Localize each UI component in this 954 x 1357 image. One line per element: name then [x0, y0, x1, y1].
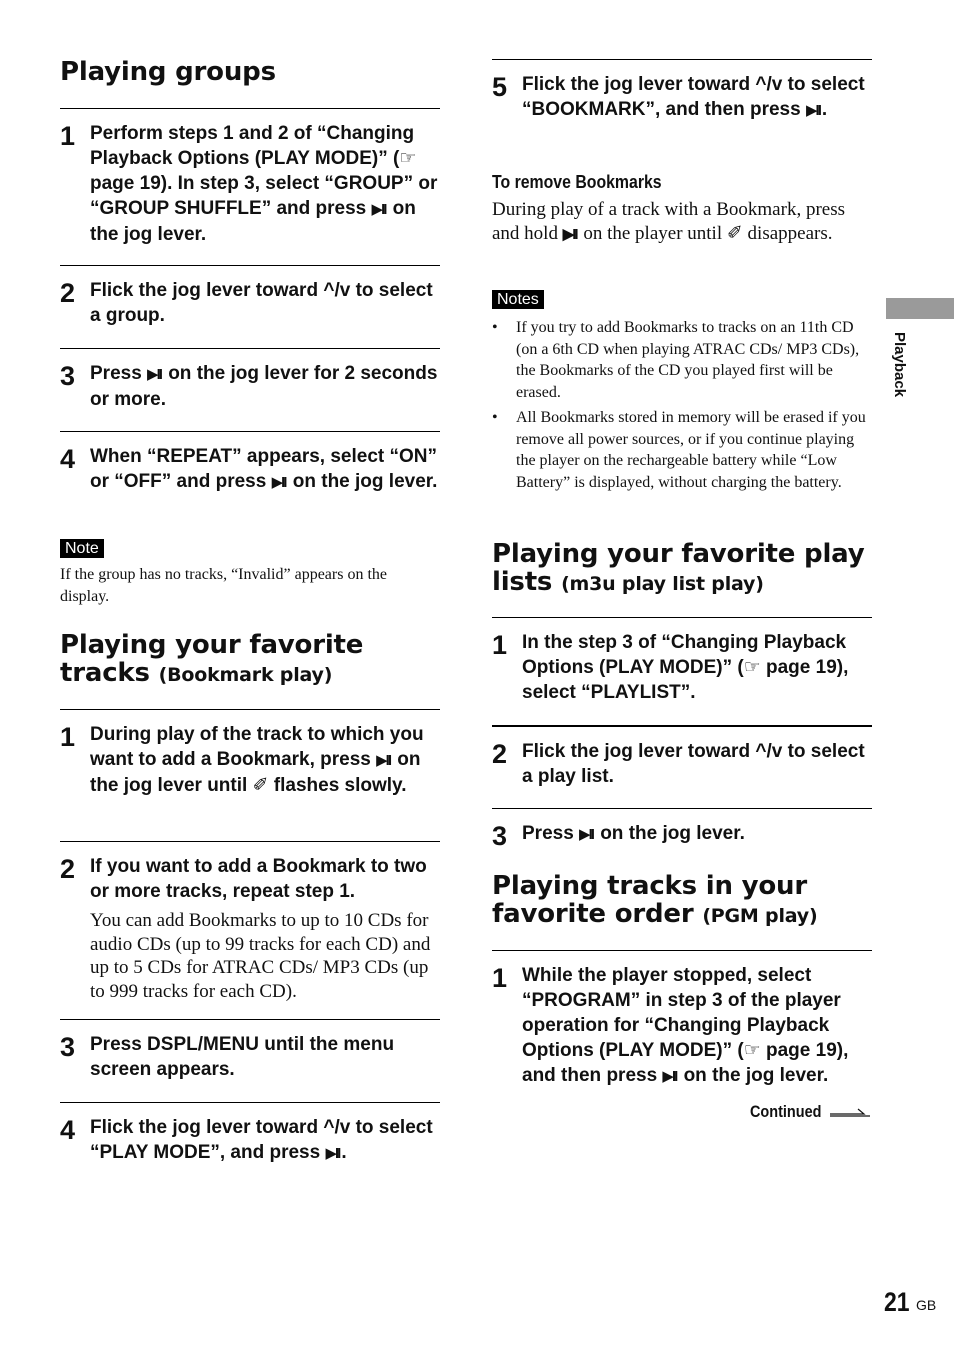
pgm-step-1 [492, 950, 872, 1089]
groups-note [60, 539, 440, 607]
section-subtitle: (PGM play) [702, 905, 818, 927]
up-down-icon: ^/v [323, 280, 351, 301]
continued-arrow-icon [830, 1107, 872, 1119]
step-text: Press DSPL/MENU until the menu screen appears. [90, 1034, 395, 1080]
play-pause-icon: ▶II [579, 826, 593, 843]
play-pause-icon: ▶II [147, 366, 161, 383]
bookmark-step-5 [492, 59, 872, 123]
play-pause-icon: ▶II [271, 474, 286, 491]
note-text: If the group has no tracks, “Invalid” appears on the display. [60, 566, 387, 605]
step-number: 1 [492, 963, 508, 993]
step-number: 4 [60, 1115, 76, 1145]
playlist-step-3 [492, 808, 872, 851]
up-down-icon: ^/v [755, 74, 783, 95]
page-ref-icon: ☞ [743, 657, 761, 678]
page-ref-icon: ☞ [743, 1040, 761, 1061]
step-number: 1 [60, 722, 76, 752]
remove-bookmarks-text: During play of a track with a Bookmark, press and hold ▶II on the player until ✐ disappears. [492, 199, 845, 244]
remove-bookmarks-heading: To remove Bookmarks [492, 172, 662, 192]
playlist-step-1 [492, 617, 872, 705]
step-text: Flick the jog lever toward ^/v to select “PLAY MODE”, and press ▶II . [90, 1117, 433, 1163]
section-title-playlist: Playing your favorite play lists (m3u play list play) [492, 539, 865, 597]
section-title-pgm: Playing tracks in your favorite order (PGM play) [492, 871, 818, 929]
step-text: Perform steps 1 and 2 of “Changing Playback Options (PLAY MODE)” (☞ page 19). In step 3, select “GROUP” or “GROUP SHUFFLE” and press ▶II on the jog lever. [90, 123, 438, 245]
play-pause-icon: ▶II [376, 752, 391, 769]
play-pause-icon: ▶II [805, 102, 820, 119]
step-text: In the step 3 of “Changing Playback Options (PLAY MODE)” (☞ page 19), select “PLAYLIST”. [522, 632, 849, 703]
note-label: Note [60, 539, 104, 558]
remove-bookmarks [492, 172, 872, 246]
step-number: 2 [492, 739, 508, 769]
groups-step-2 [60, 265, 440, 328]
bookmark-icon: ✐ [726, 222, 743, 244]
play-pause-icon: ▶II [371, 201, 386, 218]
step-number: 2 [60, 854, 76, 884]
step-number: 2 [60, 278, 76, 308]
step-number: 3 [492, 821, 508, 851]
note-item: • If you try to add Bookmarks to tracks on an 11th CD (on a 6th CD when playing ATRAC CDs/ MP3 CDs), the Bookmarks of the CD you played first will be erased. [492, 317, 872, 403]
play-pause-icon: ▶II [562, 225, 577, 243]
section-title-playing-groups: Playing groups [60, 57, 276, 87]
step-number: 1 [60, 121, 76, 151]
up-down-icon: ^/v [755, 741, 783, 762]
section-tab-marker [886, 298, 954, 319]
step-text: Press ▶II on the jog lever. [522, 823, 745, 844]
continued-label: Continued [750, 1102, 822, 1121]
step-number: 5 [492, 72, 508, 102]
step-text: If you want to add a Bookmark to two or more tracks, repeat step 1. [90, 856, 427, 902]
bookmark-icon: ✐ [252, 775, 269, 796]
bookmark-notes [492, 290, 872, 493]
section-subtitle: (m3u play list play) [561, 573, 764, 595]
up-down-icon: ^/v [323, 1117, 351, 1138]
note-item: • All Bookmarks stored in memory will be erased if you remove all power sources, or if you continue playing the player on the rechargeable battery while “Low Battery” is displayed, without charging the battery. [492, 407, 872, 493]
page-language-code: GB [916, 1297, 937, 1313]
play-pause-icon: ▶II [662, 1068, 677, 1085]
side-tab-label: Playback [891, 332, 908, 398]
step-number: 4 [60, 444, 76, 474]
step-number: 3 [60, 1032, 76, 1062]
step-text: Press ▶II on the jog lever for 2 seconds or more. [90, 363, 438, 410]
bookmark-step-4 [60, 1102, 440, 1166]
step-text: Flick the jog lever toward ^/v to select a group. [90, 280, 433, 326]
page-number: 21 [884, 1287, 910, 1317]
section-title-bookmark: Playing your favorite tracks (Bookmark play) [60, 630, 364, 688]
notes-label: Notes [492, 290, 544, 309]
step-number: 1 [492, 630, 508, 660]
step-number: 3 [60, 361, 76, 391]
step-text: Flick the jog lever toward ^/v to select “BOOKMARK”, and then press ▶II . [522, 74, 865, 120]
playlist-step-2 [492, 725, 872, 789]
step-text: During play of the track to which you want to add a Bookmark, press ▶II on the jog lever until ✐ flashes slowly. [90, 724, 424, 796]
bookmark-step-1 [60, 709, 440, 798]
section-subtitle: (Bookmark play) [158, 664, 333, 686]
groups-step-3 [60, 348, 440, 412]
bookmark-step-3 [60, 1019, 440, 1082]
step-body: You can add Bookmarks to up to 10 CDs for audio CDs (up to 99 tracks for each CD) and up to 5 CDs for ATRAC CDs/ MP3 CDs (up to 999 tracks for each CD). [90, 910, 431, 1002]
groups-step-1 [60, 108, 440, 247]
step-text: When “REPEAT” appears, select “ON” or “OFF” and press ▶II on the jog lever. [90, 446, 438, 492]
groups-step-4 [60, 431, 440, 495]
step-text: Flick the jog lever toward ^/v to select a play list. [522, 741, 865, 787]
step-text: While the player stopped, select “PROGRAM” in step 3 of the player operation for “Changing Playback Options (PLAY MODE)” (☞ page 19), and then press ▶II on the jog lever. [522, 965, 849, 1086]
play-pause-icon: ▶II [325, 1145, 340, 1162]
bookmark-step-2 [60, 841, 440, 1003]
notes-list [492, 317, 872, 493]
page-ref-icon: ☞ [399, 148, 417, 169]
